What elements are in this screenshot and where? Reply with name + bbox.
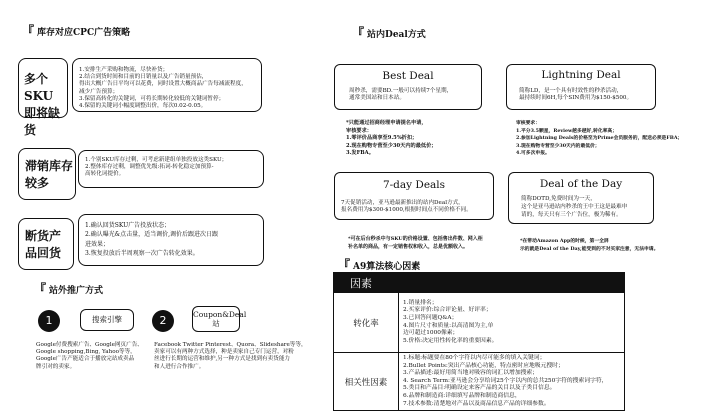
text-line: 1.标题:标题要在80个字符以内尽可能多的填入关键词； xyxy=(403,355,546,361)
content-box-restock xyxy=(78,214,264,266)
cpc-strategy-heading xyxy=(22,22,130,39)
text-line: 3.恢复投放后半周观察一次广告转化效果。 xyxy=(85,250,199,258)
text-line: 3.现在购物专营至少30天内的最低价； xyxy=(516,142,600,149)
onsite-deal-title: 站内Deal方式 xyxy=(367,30,426,40)
text-line: 4. Search Term:亚马逊会分享给词25个字以内的总共250字符的搜索词字符， xyxy=(403,377,608,384)
content-box-overstock xyxy=(78,150,264,188)
bracket-icon: 『 xyxy=(34,282,47,296)
text-line: 示的就是Deal of the Day,能受到的不对买家注意，无法申请。 xyxy=(520,245,659,252)
text-line: 和人进行合作推广。 xyxy=(154,363,205,370)
7-day-deals-note xyxy=(348,236,483,251)
overstock-lines xyxy=(85,157,227,179)
text-line: 补名单的商品，有一定销售权和收入，总是优额收入。 xyxy=(348,243,469,250)
text-line: 3.产品描述:最好用简当地对吸容的词汇以增加搜索； xyxy=(403,370,539,377)
text-line: 通常美国站和日本站。 xyxy=(349,95,405,102)
text-line: 5.价格:决定用性转化率的重要因素。 xyxy=(403,337,498,344)
step-2-badge: 2 xyxy=(152,310,174,332)
text-line: 3.保留高转化的关键词，可将长期转化较低的关键词暂停； xyxy=(79,95,225,102)
coupon-deal-desc xyxy=(154,342,307,371)
shortage-lines xyxy=(79,67,247,110)
a9-factor-table xyxy=(333,272,625,411)
text-line: 简称DOTD,免费时间为一天， xyxy=(521,196,596,202)
search-engine-desc xyxy=(36,342,143,371)
text-line: 4.图片尺寸和质量:以高清图为主,单 xyxy=(403,322,494,329)
lightning-deal-requirements xyxy=(516,120,682,158)
deal-card-deal-of-the-day xyxy=(508,172,654,224)
text-line: 简称LD，是一个具有时效性的秒杀活动， xyxy=(519,88,623,94)
deal-card-title: Best Deal xyxy=(382,70,434,82)
text-line: 1.销量排名； xyxy=(403,299,438,306)
deal-card-lightning-deal xyxy=(506,64,656,110)
text-line: 周秒杀，需要BD.一般可以持续7个星期， xyxy=(349,88,453,94)
a9-heading xyxy=(338,256,420,273)
text-line: 丝进行长期的运营和维护,另一种方式是找到有卖货能力 xyxy=(154,356,291,363)
label-box-overstock xyxy=(18,148,76,200)
text-line: 5.类目和产品目:明确设定来客产品的关目以及子类目信息。 xyxy=(403,385,556,392)
a9-title: A9算法核心因素 xyxy=(353,262,421,272)
text-line: 7天促销活动，亚马逊最新推出的站内Deal方式， xyxy=(341,200,464,206)
text-line: 6.品牌和制造商:详细填写品牌和制造商信息， xyxy=(403,392,521,399)
text-line: 这个是亚马逊站内秒杀的王中王这是最难申 xyxy=(521,204,628,210)
text-line: 高转化词提价。 xyxy=(85,171,125,178)
text-line: 2.确认曝光&点击量，适当调价,调价后跟进次日跟 xyxy=(85,231,218,239)
best-deal-requirements xyxy=(346,120,436,158)
cpc-strategy-title: 库存对应CPC广告策略 xyxy=(37,28,131,38)
text-line: Google广告产能适合于播放完站成卖品 xyxy=(36,356,135,363)
text-line: 2.结合到货时间和目前的日销量以及广告销量预估， xyxy=(79,74,208,81)
factor-details-relevance xyxy=(399,353,625,411)
text-line: *在带动Amazon App的时候，第一全屏 xyxy=(520,238,609,244)
deal-card-lines xyxy=(521,195,627,219)
deal-of-the-day-note xyxy=(520,238,658,253)
text-line: 卖家可以有两种方式选择，种是卖家自己专门运营，对粉 xyxy=(154,349,294,356)
label-box-shortage xyxy=(18,58,68,137)
label-overstock: 滞销库存较多 xyxy=(25,159,74,190)
text-line: *可在后台秒杀中与SKU的价格设置、包括售出件数、网入柜 xyxy=(348,236,483,242)
a9-table-header-row xyxy=(334,273,625,293)
text-line: 审核要求： xyxy=(346,127,372,134)
text-line: 3.发FBA。 xyxy=(346,150,374,157)
factor-name-conversion: 转化率 xyxy=(334,293,399,353)
text-line: Google付费搜索广告、Google网页广告、 xyxy=(36,342,143,348)
external-promo-title: 站外推广方式 xyxy=(49,286,104,296)
text-line: 报名费用为$300-$1000,根据时间点不同价格不同。 xyxy=(341,207,472,214)
text-line: 1.安排生产采购和物流，尽快补货； xyxy=(79,67,169,73)
text-line: 1.平分3.5颗星，Review越多越好,转化率高； xyxy=(516,127,618,134)
deal-card-title: 7-day Deals xyxy=(382,179,446,191)
deal-card-lines xyxy=(341,200,472,214)
bracket-icon: 『 xyxy=(352,26,365,40)
text-line: 2.参加Lightning Deals的价格至为Prime会员服务的，配送必须是FBA； xyxy=(516,135,683,142)
text-line: 4.保留的关键词小幅度调整出价，每次0.02-0.05。 xyxy=(79,103,207,110)
coupon-deal-pill: Coupon&Deal站 xyxy=(192,306,240,332)
factor-name-relevance: 相关性因素 xyxy=(334,353,399,411)
deal-card-lines xyxy=(519,88,632,102)
label-restock: 断货产品回货 xyxy=(25,229,62,260)
external-promo-heading xyxy=(34,280,103,297)
text-line: 1.确认回货SKU广告投放状态； xyxy=(85,222,171,229)
text-line: Google shopping,Bing, Yahoo等等， xyxy=(36,349,136,356)
text-line: Facebook Twitter Pinterest、Quora、Slideshare等等， xyxy=(154,342,307,348)
text-line: 最持续时间6H,每个SIN费用为$150-$500。 xyxy=(519,95,633,102)
text-line: 审核要求： xyxy=(516,120,540,126)
table-row xyxy=(334,293,625,353)
label-box-restock xyxy=(18,218,74,270)
text-line: 2.Bullet Points:突出产品核心功能，特点密时应地吸元搜时； xyxy=(403,362,564,369)
table-row xyxy=(334,353,625,411)
bracket-icon: 『 xyxy=(338,258,351,272)
text-line: 得出大概广告日平均可以花费，同时设置大概商品广告每减流程度， xyxy=(79,81,247,88)
bracket-icon: 『 xyxy=(22,24,35,38)
text-line: 3.已回答问题Q&A； xyxy=(403,314,458,321)
text-line: 减少广告预算； xyxy=(79,88,119,95)
restock-lines xyxy=(85,221,218,259)
text-line: 7.技术参数:清楚地对产品以及商品信息产品的详细参数。 xyxy=(403,400,550,407)
a9-table-header: 因素 xyxy=(334,273,625,293)
deal-card-7-day-deals xyxy=(334,172,494,220)
text-line: 请的，每天只有三个广告位，极为稀有。 xyxy=(521,212,622,218)
deal-card-title: Lightning Deal xyxy=(541,69,621,81)
content-box-shortage xyxy=(72,58,262,112)
text-line: *只能通过招商经理申请提名申请， xyxy=(346,120,427,126)
deal-card-lines xyxy=(349,88,452,102)
text-line: 进效果； xyxy=(85,240,110,248)
deal-card-best-deal xyxy=(334,64,482,110)
text-line: 2.买家评价:综合评论量、好评率； xyxy=(403,307,492,314)
deal-card-title: Deal of the Day xyxy=(539,178,623,190)
text-line: 1.零评价品商享至9.5%折扣； xyxy=(346,135,418,142)
step-1-badge: 1 xyxy=(38,310,60,332)
search-engine-pill: 搜索引擎 xyxy=(80,309,134,331)
factor-details-conversion xyxy=(399,293,625,353)
text-line: 2.整体库存过剩，调整优先级:拓词-转化稳定加预算- xyxy=(85,164,214,171)
text-line: 2.现在购物专营至少30天内的最低价； xyxy=(346,142,437,149)
text-line: 4.可多次申报。 xyxy=(516,150,550,157)
text-line: 边可超过1000像素； xyxy=(403,330,459,337)
text-line: 牌引对的卖家。 xyxy=(36,363,76,370)
label-shortage: 多个SKU即将缺货 xyxy=(24,72,61,137)
onsite-deal-heading xyxy=(352,24,426,41)
text-line: 1.个别SKU库存过剩，可考虑新建组单独投放这类SKU； xyxy=(85,157,228,163)
